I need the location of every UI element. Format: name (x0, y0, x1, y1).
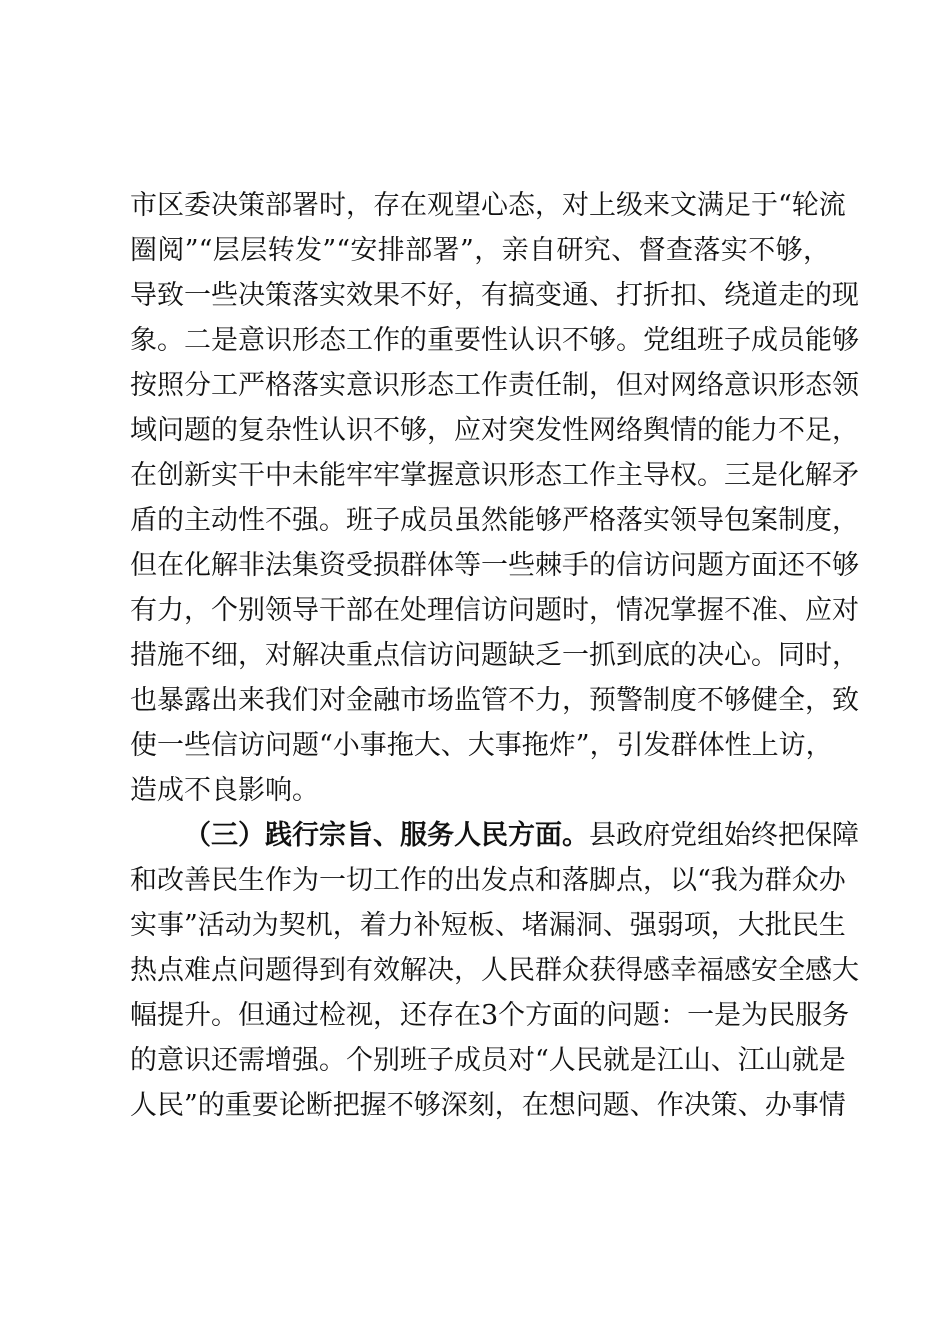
body-text-line: 象。二是意识形态工作的重要性认识不够。党组班子成员能够 (130, 325, 859, 356)
body-text-line: 按照分工严格落实意识形态工作责任制，但对网络意识形态领 (130, 370, 859, 401)
section-first-line (184, 816, 859, 856)
body-text-line: 和改善民生作为一切工作的出发点和落脚点，以“我为群众办 (130, 865, 846, 896)
body-text-line: 导致一些决策落实效果不好，有搞变通、打折扣、绕道走的现 (130, 280, 859, 311)
body-text-line: 圈阅”“层层转发”“安排部署”，亲自研究、督查落实不够， (130, 235, 830, 266)
section-heading: （三）践行宗旨、服务人民方面。 (184, 820, 589, 851)
body-text-line: 在创新实干中未能牢牢掌握意识形态工作主导权。三是化解矛 (130, 460, 859, 491)
body-text-line: 人民”的重要论断把握不够深刻，在想问题、作决策、办事情 (130, 1090, 846, 1121)
body-text-line: 幅提升。但通过检视，还存在3个方面的问题：一是为民服务 (130, 1000, 850, 1031)
body-text-line: 造成不良影响。 (130, 775, 319, 806)
body-text-line: 域问题的复杂性认识不够，应对突发性网络舆情的能力不足， (130, 415, 859, 446)
body-text-line: 盾的主动性不强。班子成员虽然能够严格落实领导包案制度， (130, 505, 859, 536)
body-text-segment: 县政府党组始终把保障 (589, 820, 859, 851)
body-text-line: 实事”活动为契机，着力补短板、堵漏洞、强弱项，大批民生 (130, 910, 846, 941)
body-text-line: 也暴露出来我们对金融市场监管不力，预警制度不够健全，致 (130, 685, 859, 716)
body-text-line: 的意识还需增强。个别班子成员对“人民就是江山、江山就是 (130, 1045, 846, 1076)
body-text-line: 热点难点问题得到有效解决，人民群众获得感幸福感安全感大 (130, 955, 859, 986)
body-text-line: 措施不细，对解决重点信访问题缺乏一抓到底的决心。同时， (130, 640, 859, 671)
body-text-line: 有力，个别领导干部在处理信访问题时，情况掌握不准、应对 (130, 595, 859, 626)
body-text-line: 市区委决策部署时，存在观望心态，对上级来文满足于“轮流 (130, 190, 846, 221)
body-text-line: 使一些信访问题“小事拖大、大事拖炸”，引发群体性上访， (130, 730, 833, 761)
body-text-line: 但在化解非法集资受损群体等一些棘手的信访问题方面还不够 (130, 550, 859, 581)
